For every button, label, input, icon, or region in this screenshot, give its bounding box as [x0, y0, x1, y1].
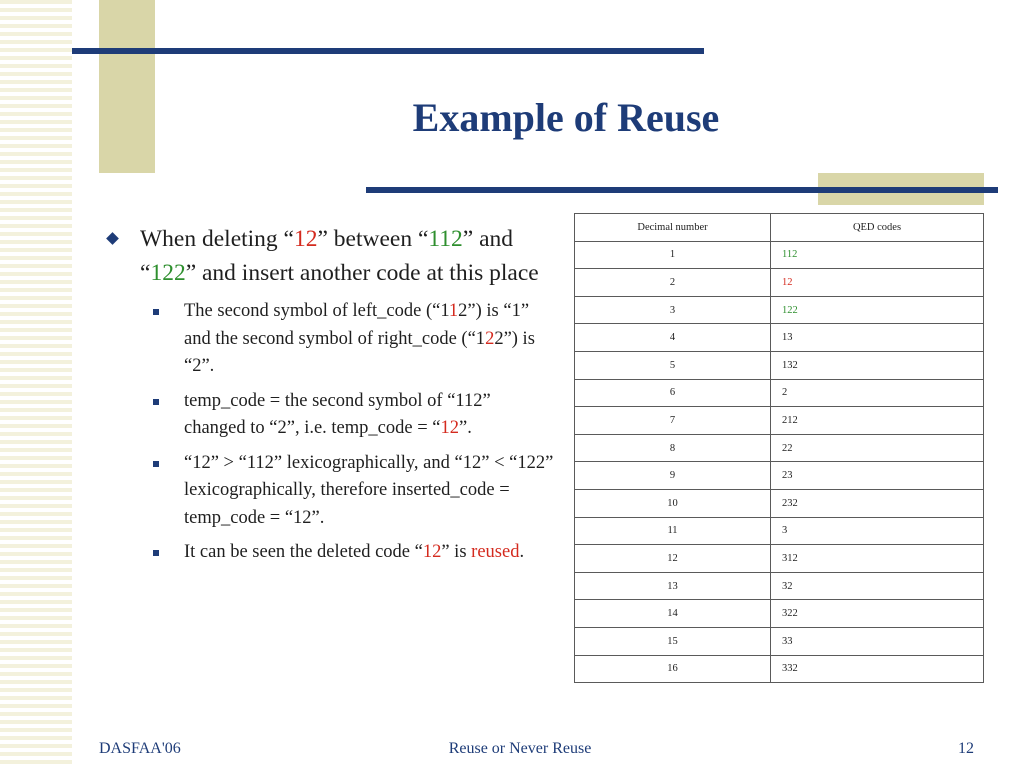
decimal-cell: 8 — [575, 434, 771, 462]
table-row — [575, 351, 984, 379]
square-bullet-icon — [153, 461, 159, 467]
sub-bullet — [140, 450, 554, 533]
table-row — [575, 489, 984, 517]
table-row — [575, 545, 984, 573]
qed-code-cell: 33 — [771, 627, 984, 655]
bullet-text: ” and insert another code at this place — [185, 260, 539, 286]
sub-bullet-text: temp_code = the second symbol of “112” changed to “2”, i.e. temp_code = “ — [184, 390, 491, 438]
table-row — [575, 269, 984, 297]
diamond-bullet-icon — [106, 232, 119, 245]
page-number: 12 — [958, 740, 974, 757]
highlighted-symbol: 1 — [448, 301, 459, 321]
sub-bullet-text: It can be seen the deleted code “ — [184, 542, 423, 562]
table-row — [575, 517, 984, 545]
decorative-stripes — [0, 0, 72, 768]
table-header-row — [575, 214, 984, 242]
decimal-cell: 5 — [575, 351, 771, 379]
decimal-cell: 1 — [575, 241, 771, 269]
sub-bullet-text: The second symbol of left_code (“1 — [184, 301, 449, 321]
decimal-cell: 14 — [575, 600, 771, 628]
square-bullet-icon — [153, 399, 159, 405]
deleted-code: 12 — [294, 226, 318, 252]
qed-code-cell: 12 — [771, 269, 984, 297]
title-rule-bottom — [366, 187, 998, 193]
slide-title: Example of Reuse — [412, 95, 720, 140]
qed-code-cell: 312 — [771, 545, 984, 573]
highlighted-word: reused — [471, 542, 520, 562]
qed-code-cell: 232 — [771, 489, 984, 517]
main-bullet — [104, 222, 554, 290]
qed-code-cell: 212 — [771, 407, 984, 435]
table-row — [575, 379, 984, 407]
bullet-text: When deleting “ — [140, 226, 294, 252]
table-row — [575, 462, 984, 490]
qed-codes-table — [574, 213, 984, 683]
table-row — [575, 655, 984, 683]
sub-bullet-text: . — [519, 542, 525, 562]
sub-bullet-text: “12” > “112” lexicographically, and “12” < “122” lexicographically, therefore inserted_code = temp_code = “12”. — [184, 452, 554, 528]
column-header: Decimal number — [575, 214, 771, 242]
decimal-cell: 10 — [575, 489, 771, 517]
bullet-text: ” and “ — [140, 226, 514, 286]
column-header: QED codes — [771, 214, 984, 242]
decimal-cell: 6 — [575, 379, 771, 407]
qed-code-cell: 112 — [771, 241, 984, 269]
qed-code-cell: 122 — [771, 296, 984, 324]
qed-code-cell: 13 — [771, 324, 984, 352]
decimal-cell: 13 — [575, 572, 771, 600]
decimal-cell: 11 — [575, 517, 771, 545]
left-code: 112 — [428, 226, 463, 252]
footer-conference: DASFAA'06 — [99, 740, 181, 757]
sub-bullet — [140, 539, 554, 567]
table-body — [575, 241, 984, 683]
sub-bullet-text: ”. — [458, 418, 472, 438]
decimal-cell: 12 — [575, 545, 771, 573]
qed-code-cell: 23 — [771, 462, 984, 490]
qed-code-cell: 322 — [771, 600, 984, 628]
sub-bullet — [140, 298, 554, 381]
right-code: 122 — [150, 260, 186, 286]
square-bullet-icon — [153, 309, 159, 315]
qed-code-cell: 332 — [771, 655, 984, 683]
qed-code-cell: 2 — [771, 379, 984, 407]
table-row — [575, 407, 984, 435]
table-row — [575, 600, 984, 628]
qed-code-cell: 22 — [771, 434, 984, 462]
decimal-cell: 16 — [575, 655, 771, 683]
sub-bullet — [140, 388, 554, 443]
decorative-block — [99, 0, 155, 173]
table-row — [575, 627, 984, 655]
bullet-text: ” between “ — [317, 226, 429, 252]
square-bullet-icon — [153, 550, 159, 556]
sub-bullet-list — [104, 298, 554, 567]
table-row — [575, 434, 984, 462]
table-row — [575, 572, 984, 600]
slide-content — [104, 222, 554, 574]
sub-bullet-text: 2”) is “2”. — [184, 328, 535, 376]
table-row — [575, 241, 984, 269]
decimal-cell: 4 — [575, 324, 771, 352]
footer-title: Reuse or Never Reuse — [448, 740, 592, 757]
table-row — [575, 324, 984, 352]
decimal-cell: 3 — [575, 296, 771, 324]
qed-code-cell: 3 — [771, 517, 984, 545]
sub-bullet-text: 2”) is “1” and the second symbol of right_code (“1 — [184, 301, 530, 349]
title-rule-top — [72, 48, 704, 54]
decimal-cell: 2 — [575, 269, 771, 297]
qed-code-cell: 132 — [771, 351, 984, 379]
decimal-cell: 9 — [575, 462, 771, 490]
sub-bullet-text: ” is — [441, 542, 472, 562]
table-row — [575, 296, 984, 324]
decimal-cell: 7 — [575, 407, 771, 435]
decimal-cell: 15 — [575, 627, 771, 655]
highlighted-code: 12 — [422, 542, 442, 562]
qed-code-cell: 32 — [771, 572, 984, 600]
highlighted-code: 12 — [440, 418, 459, 438]
highlighted-symbol: 2 — [485, 328, 495, 349]
